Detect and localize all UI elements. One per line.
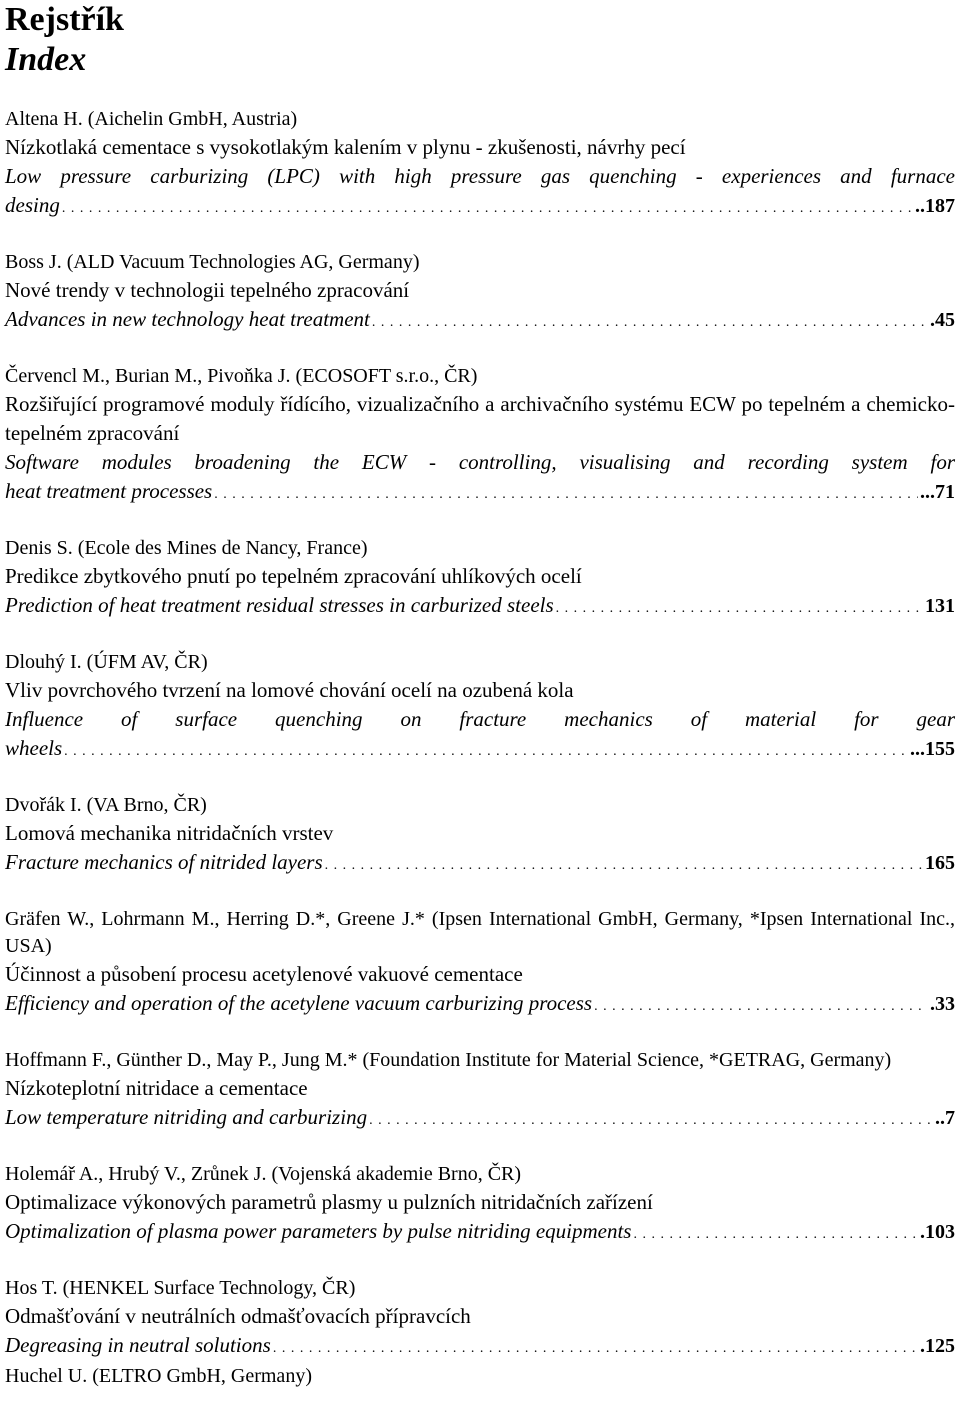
entry-authors: Červencl M., Burian M., Pivoňka J. (ECOSOFT s.r.o., ČR) <box>5 365 478 387</box>
index-entry <box>5 1161 955 1249</box>
dot-leader <box>62 194 913 223</box>
last-entry-authors: Huchel U. (ELTRO GmbH, Germany) <box>5 1365 312 1387</box>
entry-page-number: .125 <box>920 1335 955 1357</box>
entry-authors: Hoffmann F., Günther D., May P., Jung M.* (Foundation Institute for Material Science, *GETRAG, Germany) <box>5 1049 892 1071</box>
index-entry <box>5 1047 955 1135</box>
entry-title-en-last: Prediction of heat treatment residual stresses in carburized steels <box>5 593 554 617</box>
entry-title-cz: Lomová mechanika nitridačních vrstev <box>5 821 334 845</box>
entry-authors: Dvořák I. (VA Brno, ČR) <box>5 794 207 816</box>
entry-title-en-last: Degreasing in neutral solutions <box>5 1333 271 1357</box>
entry-title-cz: Vliv povrchového tvrzení na lomové chování ocelí na ozubená kola <box>5 678 574 702</box>
entry-page-number: 165 <box>925 852 955 874</box>
entry-authors: Hos T. (HENKEL Surface Technology, ČR) <box>5 1277 356 1299</box>
entry-title-en-last: heat treatment processes <box>5 479 213 503</box>
entry-authors: Boss J. (ALD Vacuum Technologies AG, Germany) <box>5 251 420 273</box>
entry-title-en-last: Optimalization of plasma power parameters by pulse nitriding equipments <box>5 1219 632 1243</box>
index-title-cz: Rejstřík <box>5 1 124 38</box>
entry-page-number: ...71 <box>920 481 955 503</box>
entry-page-number: ..187 <box>915 195 955 217</box>
entry-title-cz: Predikce zbytkového pnutí po tepelném zpracování uhlíkových ocelí <box>5 564 582 588</box>
entry-leader-line <box>5 591 955 623</box>
entry-title-cz: Optimalizace výkonových parametrů plasmy u pulzních nitridačních zařízení <box>5 1190 653 1214</box>
dot-leader <box>273 1334 918 1363</box>
entry-page-number: .33 <box>930 993 955 1015</box>
entry-title-en: Influence of surface quenching on fracture mechanics of material for gear <box>5 707 955 731</box>
dot-leader <box>369 1106 933 1135</box>
dot-leader <box>214 480 918 509</box>
entry-leader-line <box>5 477 955 509</box>
entry-title-en: Low pressure carburizing (LPC) with high pressure gas quenching - experiences and furnace <box>5 164 955 188</box>
entry-authors: Holemář A., Hrubý V., Zrůnek J. (Vojenská akademie Brno, ČR) <box>5 1163 522 1185</box>
dot-leader <box>64 737 908 766</box>
index-page <box>5 0 955 1390</box>
entry-page-number: ...155 <box>910 738 955 760</box>
entry-leader-line <box>5 1103 955 1135</box>
entry-authors: Altena H. (Aichelin GmbH, Austria) <box>5 108 298 130</box>
dot-leader <box>372 308 928 337</box>
index-entry <box>5 249 955 337</box>
index-entry <box>5 1275 955 1363</box>
entry-leader-line <box>5 305 955 337</box>
entry-title-cz: Nízkoteplotní nitridace a cementace <box>5 1076 308 1100</box>
entry-leader-line <box>5 848 955 880</box>
index-title-en: Index <box>5 41 87 78</box>
entry-leader-line <box>5 989 955 1021</box>
entry-title-en-last: desing <box>5 193 60 217</box>
entry-title-cz: Rozšiřující programové moduly řídícího, vizualizačního a archivačního systému ECW po tepelném a chemicko-tepelném zpracování <box>5 392 955 445</box>
entry-page-number: ..7 <box>935 1107 955 1129</box>
index-entry <box>5 106 955 223</box>
entry-page-number: .45 <box>930 309 955 331</box>
entry-title-cz: Účinnost a působení procesu acetylenové vakuové cementace <box>5 962 523 986</box>
dot-leader <box>633 1220 918 1249</box>
entry-title-en-last: Fracture mechanics of nitrided layers <box>5 850 323 874</box>
entry-leader-line <box>5 191 955 223</box>
entry-leader-line <box>5 734 955 766</box>
index-entry <box>5 535 955 623</box>
dot-leader <box>556 594 923 623</box>
entry-authors: Dlouhý I. (ÚFM AV, ČR) <box>5 651 208 673</box>
index-entry <box>5 792 955 880</box>
index-entry <box>5 906 955 1021</box>
index-entries <box>5 106 955 1363</box>
entry-title-en-last: Advances in new technology heat treatment <box>5 307 370 331</box>
entry-title-en-last: wheels <box>5 736 63 760</box>
entry-page-number: 131 <box>925 595 955 617</box>
entry-page-number: .103 <box>920 1221 955 1243</box>
entry-title-cz: Odmašťování v neutrálních odmašťovacích přípravcích <box>5 1304 471 1328</box>
entry-title-en-last: Efficiency and operation of the acetylene vacuum carburizing process <box>5 991 593 1015</box>
index-entry <box>5 649 955 766</box>
entry-title-en: Software modules broadening the ECW - controlling, visualising and recording system for <box>5 450 955 474</box>
dot-leader <box>594 992 928 1021</box>
entry-authors: Gräfen W., Lohrmann M., Herring D.*, Greene J.* (Ipsen International GmbH, Germany, *Ipsen International Inc., USA) <box>5 908 955 957</box>
entry-authors: Denis S. (Ecole des Mines de Nancy, France) <box>5 537 368 559</box>
entry-title-cz: Nízkotlaká cementace s vysokotlakým kalením v plynu - zkušenosti, návrhy pecí <box>5 135 686 159</box>
entry-leader-line <box>5 1331 955 1363</box>
entry-title-cz: Nové trendy v technologii tepelného zpracování <box>5 278 410 302</box>
entry-leader-line <box>5 1217 955 1249</box>
entry-title-en-last: Low temperature nitriding and carburizing <box>5 1105 368 1129</box>
dot-leader <box>325 851 923 880</box>
index-entry <box>5 363 955 509</box>
